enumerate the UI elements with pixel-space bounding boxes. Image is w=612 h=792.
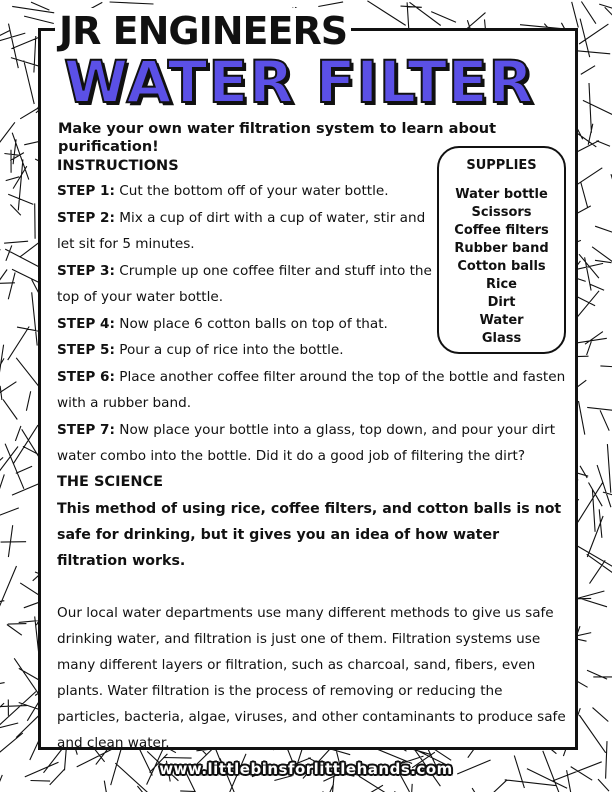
supply-item: Coffee filters [454, 223, 549, 238]
page-title: WATER FILTER [64, 48, 535, 116]
science-warning: This method of using rice, coffee filters, and cotton balls is not safe for drinking, but it gives you an idea of how water filtration works. [57, 501, 562, 569]
supplies-heading: SUPPLIES [466, 158, 537, 173]
step-2 [57, 205, 435, 258]
step-label: STEP 2: [57, 209, 115, 226]
step-text: Now place your bottle into a glass, top down, and pour your dirt water combo into the bottle. Did it do a good job of filtering the dirt? [57, 421, 556, 464]
step-text: Place another coffee filter around the top of the bottle and fasten with a rubber band. [57, 368, 566, 411]
step-label: STEP 6: [57, 368, 115, 385]
supplies-box [437, 146, 566, 354]
step-label: STEP 5: [57, 342, 115, 358]
supply-item: Rice [486, 277, 517, 292]
supply-item: Water [479, 313, 524, 328]
step-7 [57, 417, 567, 470]
supply-item: Dirt [487, 295, 516, 310]
step-label: STEP 7: [57, 421, 115, 438]
supply-item: Rubber band [454, 241, 549, 256]
step-6 [57, 364, 567, 417]
supply-item: Water bottle [455, 187, 548, 202]
step-text: Mix a cup of dirt with a cup of water, stir and let sit for 5 minutes. [57, 209, 426, 252]
science-body: Our local water departments use many different methods to give us safe drinking water, and filtration is just one of them. Filtration systems use many different layers or filtration, such as charcoal, sand, fibers, even plants. Water filtration is the process of removing or reducing the particles, bacteria, algae, viruses, and other contaminants to produce safe and clean water. [57, 605, 566, 751]
step-label: STEP 4: [57, 315, 115, 332]
step-label: STEP 3: [57, 262, 115, 279]
step-text: Pour a cup of rice into the bottle. [114, 342, 344, 358]
science-section [57, 470, 569, 756]
brand-heading: JR ENGINEERS [55, 8, 351, 54]
supply-item: Glass [481, 331, 522, 346]
supply-item: Cotton balls [457, 259, 546, 274]
supplies-list [439, 186, 564, 348]
footer-url: www.littlebinsforlittlehands.com [159, 760, 453, 778]
subtitle: Make your own water filtration system to learn about purification! [58, 121, 497, 155]
step-text: Cut the bottom off of your water bottle. [114, 183, 389, 199]
supply-item: Scissors [471, 205, 532, 220]
step-label: STEP 1: [57, 183, 115, 199]
step-3 [57, 258, 435, 311]
step-text: Now place 6 cotton balls on top of that. [114, 315, 388, 332]
instructions-heading: INSTRUCTIONS [57, 158, 179, 174]
step-text: Crumple up one coffee filter and stuff into the top of your water bottle. [57, 262, 432, 305]
science-heading: THE SCIENCE [57, 474, 164, 490]
